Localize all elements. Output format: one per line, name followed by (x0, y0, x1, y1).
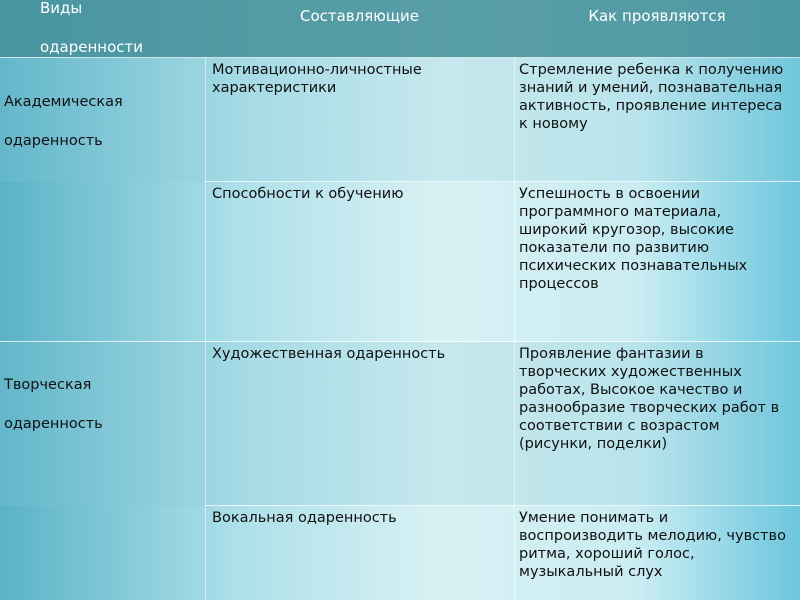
manifestation-text: Успешность в освоении программного материала, широкий кругозор, высокие показатели по развитию психических познавательных процессов (519, 186, 748, 292)
table-row (0, 342, 800, 506)
component-text: Мотивационно-личностные характеристики (212, 62, 422, 96)
column-divider (205, 58, 206, 600)
manifestation-text: Умение понимать и воспроизводить мелодию, чувство ритма, хороший голос, музыкальный слух (519, 510, 786, 580)
row-divider (0, 341, 800, 342)
row-divider (205, 181, 800, 182)
manifestation-text: Стремление ребенка к получению знаний и умений, познавательная активность, проявление интереса к новому (519, 62, 784, 132)
header-manifestations-label: Как проявляются (588, 7, 726, 25)
header-components (205, 0, 514, 58)
component-cell (205, 342, 514, 506)
header-manifestations (514, 0, 800, 58)
component-text: Художественная одаренность (212, 346, 446, 362)
table-header (0, 0, 800, 58)
type-creative-label: Творческая одаренность (4, 377, 103, 432)
header-components-label: Составляющие (299, 7, 419, 25)
column-divider (514, 58, 515, 600)
manifestation-cell (514, 58, 800, 182)
manifestation-cell (514, 506, 800, 600)
manifestation-text: Проявление фантазии в творческих художественных работах, Высокое качество и разнообразие творческих работ в соответствии с возрастом (рисунки, поделки) (519, 346, 780, 452)
manifestation-cell (514, 182, 800, 342)
component-cell (205, 58, 514, 182)
header-types (0, 0, 205, 58)
row-divider (205, 505, 800, 506)
type-academic-label: Академическая одаренность (4, 94, 123, 149)
row-divider (0, 57, 800, 58)
component-cell (205, 506, 514, 600)
table-row (0, 182, 800, 342)
manifestation-cell (514, 342, 800, 506)
component-text: Вокальная одаренность (212, 510, 397, 526)
header-types-label: Виды одаренности (40, 0, 144, 56)
component-text: Способности к обучению (212, 186, 404, 202)
table-row (0, 506, 800, 600)
component-cell (205, 182, 514, 342)
